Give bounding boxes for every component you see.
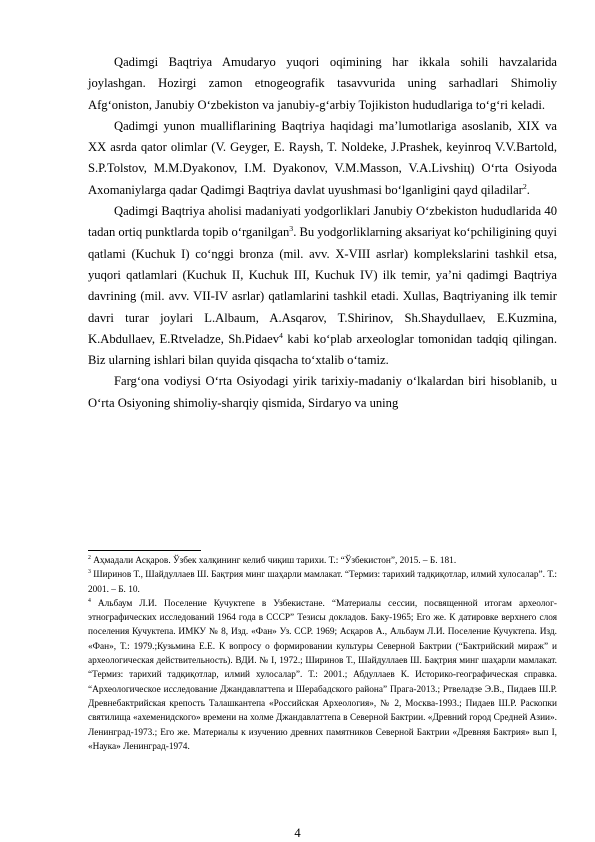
footnote-ref-2: 2 <box>522 181 527 191</box>
paragraph-1 <box>88 52 557 116</box>
paragraph-1-text: Qadimgi Baqtriya Amudaryo yuqori oqimining har ikkala sohili havzalarida joylashgan. Hozirgi zamon etnogeografik tasavvurida uning sarhadlari Shimoliy Afg‘oniston, Janubiy O‘zbekiston va janubiy-g‘arbiy Tojikiston hududlariga to‘g‘ri keladi. <box>88 55 557 112</box>
footnote-text: Ширинов Т., Шайдуллаев Ш. Бақтрия минг шаҳарли мамлакат. “Термиз: тарихий тадқиқотлар, илмий хулосалар”. Т.: 2001. – Б. 10. <box>88 570 557 595</box>
page-number: 4 <box>294 826 301 840</box>
footnote-2 <box>88 554 557 568</box>
paragraph-3-text: Qadimgi Baqtriya aholisi madaniyati yodgorliklari Janubiy O‘zbekiston hududlarida 40 tadan ortiq punktlarda topib o‘rganilgan <box>88 204 557 240</box>
footnote-4 <box>88 597 557 754</box>
paragraph-2-tail: . <box>526 182 530 197</box>
paragraph-4-text: Farg‘ona vodiysi O‘rta Osiyodagi yirik tarixiy-madaniy o‘lkalardan biri hisoblanib, u O‘rta Osiyoning shimoliy-sharqiy qismida, Sirdaryo va uning <box>88 374 557 410</box>
paragraph-2-text: Qadimgi yunon mualliflarining Baqtriya haqidagi ma’lumotlariga asoslanib, XIX va XX asrda qator olimlar (V. Geyger, E. Raysh, T. Noldeke, J.Prashek, keyinroq V.V.Bartold, S.P.Tolstov, M.M.Dyakonov, I.M. Dyakonov, V.M.Masson, V.A.Livshiц) O‘rta Osiyoda Axomaniylarga qadar Qadimgi Baqtriya davlat uyushmasi bo‘lganligini qayd qiladilar <box>88 118 557 197</box>
paragraph-3 <box>88 201 557 371</box>
footnote-text: Альбаум Л.И. Поселение Кучуктепе в Узбекистане. “Материалы сессии, посвященной итогам археолог-этнографических исследований 1964 года в СССР” Тезисы докладов. Баку-1965; Его же. К датировке верхнего слоя поселения Кучуктепа. ИМКУ № 8, Изд. «Фан» Уз. ССР. 1969; Асқаров А., Альбаум Л.И. Поселение Кучуктепа. Изд. «Фан», Т.: 1979.;Кузьмина Е.Е. К вопросу о формировании культуры Северной Бактрии (“Бактрийский мираж” и археологическая действительность). ВДИ. № I, 1972.; Ширинов Т., Шайдуллаев Ш. Бақтрия минг шаҳарли мамлакат. “Термиз: тарихий тадқиқотлар, илмий хулосалар”. Т.: 2001.; Абдуллаев К. Историко-географическая справка. “Археологическое исследование Джандавлаттепа и Шерабадского района” Прага-2013.; Ртвеладзе Э.В., Пидаев Ш.Р. Древнебактрийская крепость Талашкантепа «Российская Археология», № 2, Москва-1993.; Пидаев Ш.Р. Раскопки святилища «ахеменидского» времени на холме Джандавлаттепа в Северной Бактрии. «Древний город Средней Азии». Ленинград-1973.; Его же. Материалы к изучению древних памятников Северной Бактрии «Древняя Бактрия» вып I, «Наука» Ленинград-1974. <box>88 598 557 752</box>
main-text <box>88 52 557 414</box>
paragraph-4 <box>88 371 557 414</box>
footnote-3 <box>88 568 557 597</box>
paragraph-3-tail-b: kabi ko‘plab arxeologlar tomonidan tadqiq qilingan. Biz ularning ishlari bilan quyida qisqacha to‘xtalib o‘tamiz. <box>88 331 557 368</box>
footnotes <box>88 554 557 754</box>
footnote-ref-3: 3 <box>289 224 294 234</box>
footnote-separator <box>88 550 201 551</box>
paragraph-2 <box>88 116 557 201</box>
paragraph-3-tail-a: . Bu yodgorliklarning aksariyat ko‘pchiligining quyi qatlami (Kuchuk I) co‘nggi bronza (mil. avv. X-VIII asrlar) komplekslarini tashkil etsa, yuqori qatlamlari (Kuchuk II, Kuchuk III, Kuchuk IV) ilk temir, ya’ni qadimgi Baqtriya davrining (mil. avv. VII-IV asrlar) qatlamlarini tashkil etadi. Xullas, Baqtriyaning ilk temir davri turar joylari L.Albaum, A.Asqarov, T.Shirinov, Sh.Shaydullaev, E.Kuzmina, K.Abdullaev, E.Rtveladze, Sh.Pidaev <box>88 225 557 346</box>
footnote-text: Аҳмадали Асқаров. Ўзбек халқининг келиб чиқиш тарихи. Т.: “Ўзбекистон”, 2015. – Б. 181. <box>90 556 457 566</box>
footnote-ref-4: 4 <box>279 330 283 340</box>
footnote-number: 3 <box>88 569 91 576</box>
footnote-number: 2 <box>88 554 91 561</box>
footnote-number: 4 <box>88 597 91 604</box>
